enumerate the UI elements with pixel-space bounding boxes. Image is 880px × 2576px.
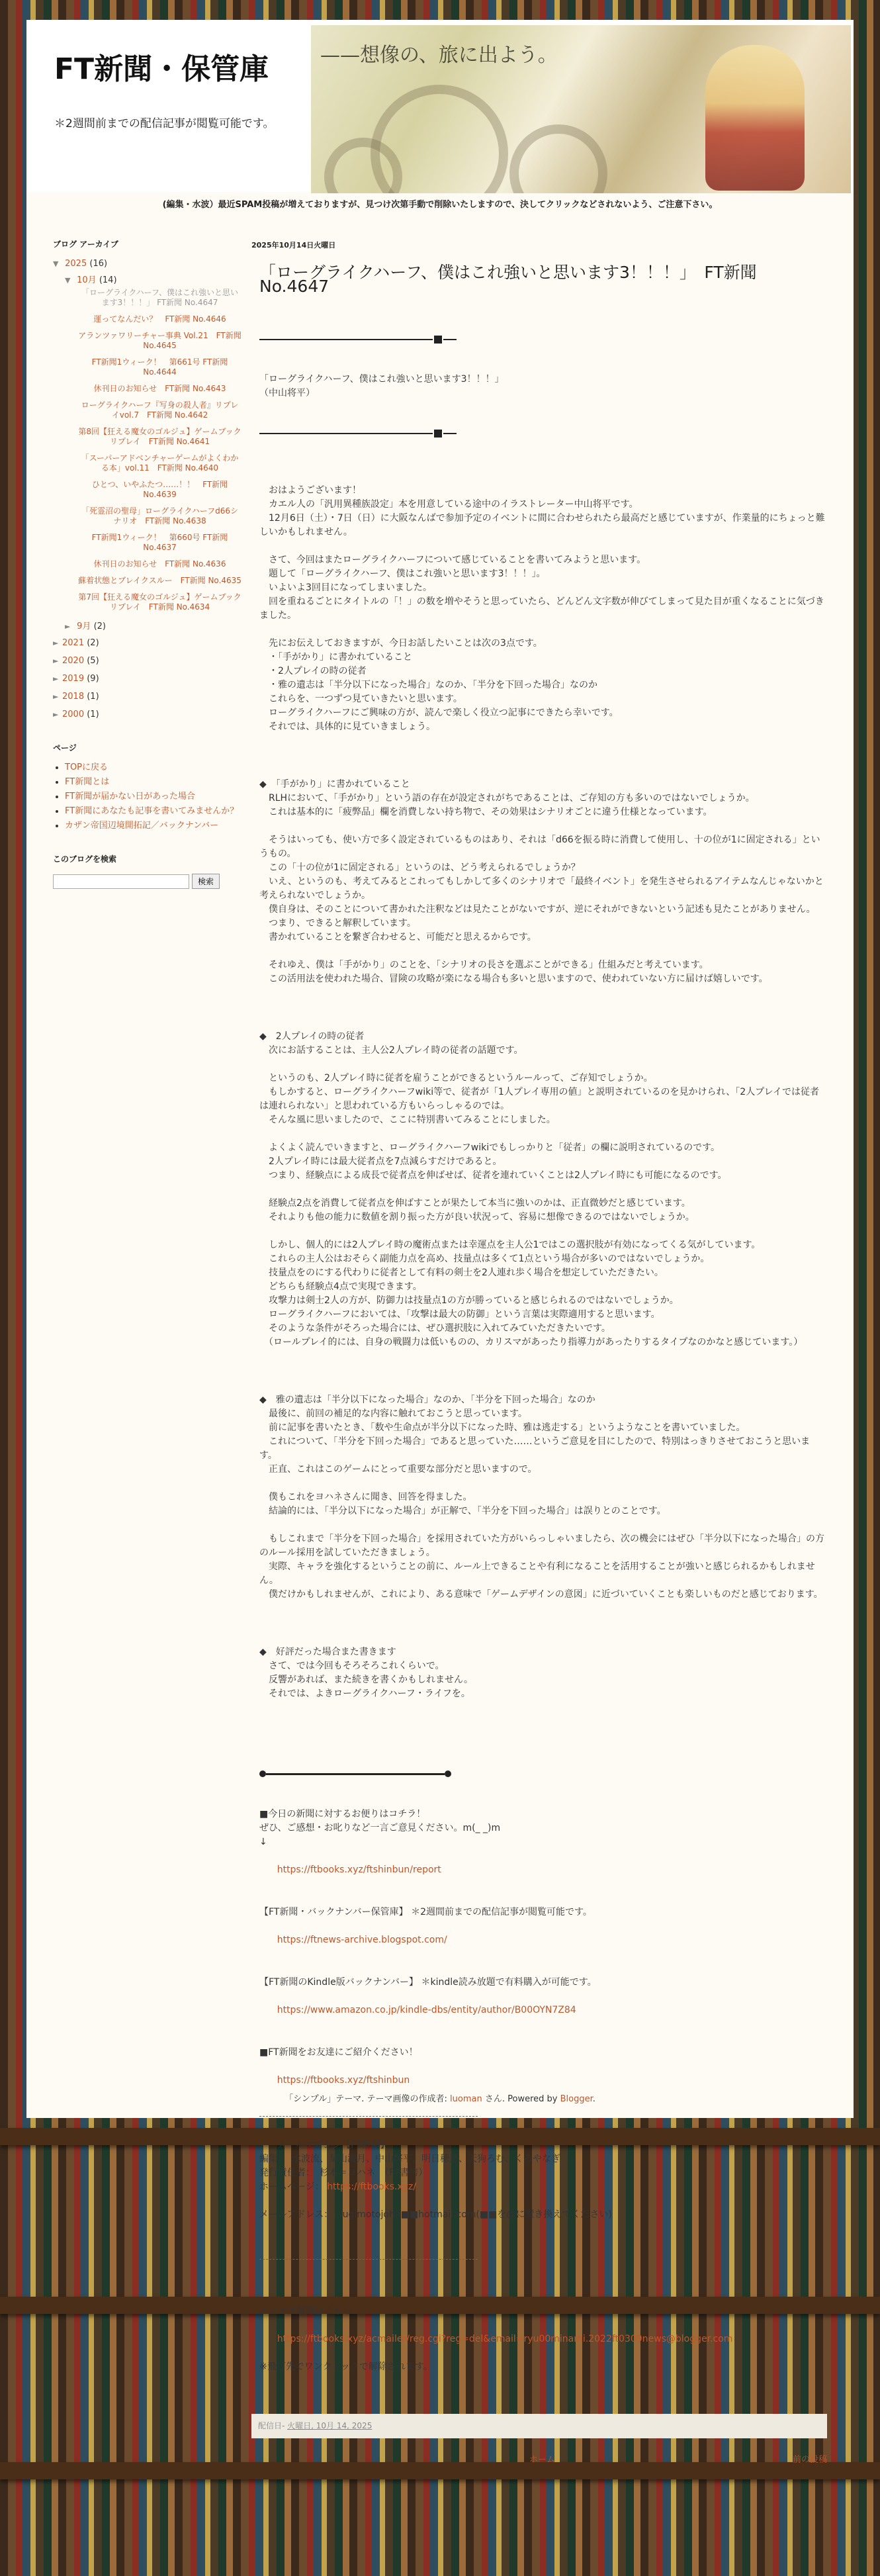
archive-year-link[interactable]: 2025 — [65, 259, 87, 269]
archive-year-list — [53, 638, 242, 719]
ornament-divider — [259, 430, 827, 437]
list-item — [78, 453, 242, 473]
posted-label: 配信日- — [258, 2421, 285, 2430]
archive-year-2025 — [53, 259, 242, 269]
archive-post-link[interactable]: 「スーパーアドベンチャーゲームがよくわかる本」vol.11 FT新聞 No.4640 — [81, 453, 239, 473]
share-promo-link[interactable]: https://ftbooks.xyz/ftshinbun — [277, 2075, 410, 2086]
list-item — [78, 288, 242, 308]
feedback-text: ■今日の新聞に対するお便りはコチラ！ ぜひ、ご感想・お叱りなど一言ご意見ください。m(_ _)m ↓ — [259, 1809, 501, 1847]
list-item — [65, 792, 242, 802]
archive-month-link[interactable]: 10月 — [77, 275, 97, 285]
homepage-link[interactable]: https://ftbooks.xyz/ — [327, 2182, 417, 2192]
share-promo-text: ■FT新聞をお友達にご紹介ください！ — [259, 2047, 418, 2058]
unsubscribe-note: ※飛び先でワンクリックで解除されます。 — [259, 2362, 433, 2372]
blogger-link[interactable]: Blogger — [560, 2094, 593, 2104]
list-item — [65, 777, 242, 787]
page-link-delivery[interactable]: FT新聞が届かない日があった場合 — [65, 792, 196, 802]
list-item — [78, 400, 242, 420]
ornament-divider — [259, 336, 827, 344]
list-item — [53, 656, 242, 666]
theme-attribution — [26, 2092, 854, 2104]
archive-promo-text: 【FT新聞・バックナンバー保管庫】 ＊2週間前までの配信記事が閲覧可能です。 — [259, 1907, 592, 1917]
blog-description: ＊2週間前までの配信記事が閲覧可能です。 — [54, 117, 275, 130]
post-section: ◆ 「手がかり」に書かれていること RLHにおいて、「手がかり」という語の存在が設定されがちであることは、ご存知の方も多いのではないでしょうか。 これは基本的に「疲弊品」欄を消費しない持ち物で、その効果はシナリオごとに違う仕様となっています。 そうはいっても、使い方で多く設定されているものはあり、それは「d66を振る時に消費して使用し、十の位が1に固定される」というもの。 この「十の位が1に固定される」というのは、どう考えられるでしょうか？ いえ、というのも、考えてみるとこれってもしかして多くのシナリオで「最終イベント」を発生させられるアイテムなんじゃないかと考えられないでしょうか。 僕自身は、そのことについて書かれた注釈などは見たことがないですが、逆にそれができないという記述も見たことがありません。 つまり、できると解釈しています。 書かれていることを繋ぎ合わせると、可能だと思えるからです。 それゆえ、僕は「手がかり」のことを、「シナリオの長さを選ぶことができる」仕組みだと考えています。 この活用法を使われた場合、冒険の攻略が楽になる場合も多いと思いますので、使われていない方に届けば嬉しいです。 — [259, 779, 824, 984]
sidebar — [53, 238, 242, 889]
post-section: ◆ 雅の遺志は「半分以下になった場合」なのか、「半分を下回った場合」なのか 最後に、前回の補足的な内容に触れておこうと思っています。 前に記事を書いたとき、「数や生命点が半分以下になった時、雅は逃走する」というようなことを書いていました。 これについて、「半分を下回った場合」であると思っていた……というご意見を目にしたので、特別はっきりさせておこうと思います。 正直、これはこのゲームにとって重要な部分だと思いますので。 僕もこれをヨハネさんに聞き、回答を得ました。 結論的には、「半分以下になった場合」が正解で、「半分を下回った場合」は誤りとのことです。 もしこれまで「半分を下回った場合」を採用されていた方がいらっしゃいましたら、次の機会にはぜひ「半分以下になった場合」の方のルール採用を試していただきましょう。 実際、キャラを強化するということの前に、ルール上できることや有利になることを活用することが強いと感じられるかもしれません。 僕だけかもしれませんが、これにより、ある意味で「ゲームデザインの意図」に近づいていくことも楽しいものだと感じております。 — [259, 1395, 824, 1600]
kindle-promo-link[interactable]: https://www.amazon.co.jp/kindle-dbs/entity/author/B00OYN7Z84 — [277, 2005, 576, 2015]
feedback-link[interactable]: https://ftbooks.xyz/ftshinbun/report — [277, 1864, 441, 1875]
header-image — [311, 25, 851, 193]
archive-year-link[interactable]: 2018 — [62, 692, 85, 702]
list-item — [65, 821, 242, 831]
expand-triangle-icon[interactable]: ► — [53, 710, 59, 719]
list-item — [53, 710, 242, 719]
expand-triangle-icon[interactable]: ► — [65, 622, 71, 631]
archive-post-link[interactable]: 休刊日のお知らせ FT新聞 No.4643 — [93, 384, 226, 393]
post-timestamp-link[interactable]: 火曜日, 10月 14, 2025 — [287, 2421, 373, 2430]
attribution-text: 「シンプル」テーマ. テーマ画像の作成者: — [285, 2094, 451, 2104]
blog-archive — [53, 259, 242, 719]
list-item — [78, 559, 242, 569]
archive-month-link[interactable]: 9月 — [77, 621, 91, 631]
search-heading: このブログを検索 — [53, 854, 117, 864]
mail-address: メールアドレス： sugimotojohn■■hotmail.com(■■を@に置き換えてください) — [259, 2209, 612, 2220]
pages-widget — [53, 742, 242, 831]
list-item — [78, 576, 242, 586]
list-item — [53, 674, 242, 684]
archive-month-sep — [65, 619, 242, 631]
page-link-backnumber[interactable]: カザン帝国辺境開拓記／バックナンバー — [65, 821, 219, 831]
archive-promo-link[interactable]: https://ftnews-archive.blogspot.com/ — [277, 1935, 447, 1945]
search-widget — [53, 853, 242, 889]
list-item — [53, 692, 242, 702]
archive-post-link[interactable]: ローグライクハーフ『写身の殺人者』リプレイvol.7 FT新聞 No.4642 — [81, 400, 239, 420]
archive-post-link[interactable]: 第7回【狂える魔女のゴルジュ】ゲームブックリプレイ FT新聞 No.4634 — [78, 592, 242, 612]
list-item — [78, 427, 242, 447]
list-item — [78, 480, 242, 500]
search-input[interactable] — [53, 874, 189, 889]
attribution-text: . — [592, 2094, 595, 2104]
list-item — [53, 638, 242, 648]
archive-year-link[interactable]: 2000 — [62, 710, 85, 719]
archive-post-link[interactable]: ひとつ、いやふたつ……！！ FT新聞 No.4639 — [91, 480, 228, 499]
expand-triangle-icon[interactable]: ► — [53, 657, 59, 665]
kindle-promo-text: 【FT新聞のKindle版バックナンバー】 ＊kindle読み放題で有料購入が可能です。 — [259, 1977, 597, 1988]
archive-post-link[interactable]: FT新聞1ウィーク！ 第660号 FT新聞 No.4637 — [91, 533, 228, 552]
expand-triangle-icon[interactable]: ► — [53, 639, 59, 647]
list-item — [65, 762, 242, 772]
archive-post-link[interactable]: 休刊日のお知らせ FT新聞 No.4636 — [93, 559, 226, 569]
archive-count: (2) — [87, 638, 99, 648]
unsubscribe-label: メルマガ解除はこちら — [259, 2306, 352, 2317]
list-item — [78, 357, 242, 377]
collapse-triangle-icon[interactable]: ▼ — [53, 259, 59, 268]
dashed-divider — [259, 2116, 478, 2117]
archive-post-link[interactable]: FT新聞1ウィーク！ 第661号 FT新聞 No.4644 — [91, 357, 228, 377]
archive-year-link[interactable]: 2019 — [62, 674, 85, 684]
blog-header — [26, 20, 854, 192]
pages-list — [53, 762, 242, 831]
archive-heading: ブログ アーカイブ — [53, 240, 118, 249]
archive-post-link[interactable]: 第8回【狂える魔女のゴルジュ】ゲームブックリプレイ FT新聞 No.4641 — [78, 427, 242, 446]
expand-triangle-icon[interactable]: ► — [53, 674, 59, 683]
post-section: ◆ 好評だった場合また書きます さて、では今回もそろそろこれくらいで。 反響があれば、また続きを書くかもしれません。 それでは、よきローグライクハーフ・ライフを。 — [259, 1647, 473, 1699]
pages-heading: ページ — [53, 743, 77, 753]
gear-decoration — [509, 124, 607, 193]
archive-post-link[interactable]: 蘇着状態とブレイクスルー FT新聞 No.4635 — [78, 576, 242, 585]
unsubscribe-link[interactable]: https://ftbooks.xyz/acmailer/reg.cgi?reg=del&email=ryu00minami.2022ft0309news@blogger.com — [277, 2334, 733, 2344]
archive-count: (1) — [87, 692, 99, 702]
header-tagline: ——想像の、旅に出よう。 — [320, 44, 558, 67]
post-footer — [251, 2414, 827, 2438]
expand-triangle-icon[interactable]: ► — [53, 692, 59, 701]
post-subtitle: 「ローグライクハーフ、僕はこれ強いと思います3！！！」 （中山将平） — [259, 374, 504, 398]
search-button[interactable]: 検索 — [192, 874, 220, 889]
page-link-contribute[interactable]: FT新聞にあなたも記事を書いてみませんか？ — [65, 806, 239, 816]
list-item — [78, 331, 242, 351]
blog-pager — [251, 2453, 827, 2473]
main-column — [251, 238, 827, 2473]
archive-year-link[interactable]: 2021 — [62, 638, 85, 648]
attribution-text: さん. Powered by — [482, 2094, 560, 2104]
spam-notice: (編集・水波）最近SPAM投稿が増えておりますが、見つけ次第手動で削除いたしますので、決してクリックなどされないよう、ご注意下さい。 — [162, 200, 718, 210]
post-title[interactable]: 「ローグライクハーフ、僕はこれ強いと思います3！！！」 FT新聞 No.4647 — [259, 263, 757, 296]
list-item — [78, 533, 242, 553]
ornament-divider — [259, 1771, 827, 1777]
list-item — [78, 506, 242, 526]
author-link[interactable]: luoman — [450, 2094, 482, 2104]
archive-post-link[interactable]: 運ってなんだい？ FT新聞 No.4646 — [93, 314, 226, 324]
list-item — [78, 592, 242, 612]
blog-container — [26, 20, 854, 2465]
archive-count: (14) — [99, 275, 117, 285]
archive-post-link[interactable]: 「ローグライクハーフ、僕はこれ強いと思います3！！！」 FT新聞 No.4647 — [81, 288, 239, 307]
archive-year-link[interactable]: 2020 — [62, 656, 85, 666]
archive-count: (9) — [87, 674, 99, 684]
archive-count: (16) — [89, 259, 108, 269]
collapse-triangle-icon[interactable]: ▼ — [65, 276, 71, 285]
archive-count: (1) — [87, 710, 99, 719]
page-link-top[interactable]: TOPに戻る — [65, 762, 109, 772]
archive-post-link[interactable]: 「死霊沼の聖母」ローグライクハーフd66シナリオ FT新聞 No.4638 — [81, 506, 238, 526]
post-body — [251, 308, 827, 2402]
list-item — [65, 806, 242, 816]
illustration-figure — [705, 45, 805, 191]
archive-count: (2) — [93, 621, 106, 631]
list-item — [78, 384, 242, 394]
dashed-divider — [259, 2259, 478, 2260]
post-section: ◆ 2人プレイの時の従者 次にお話することは、主人公2人プレイ時の従者の話題です。 というのも、2人プレイ時に従者を雇うことができるというルールって、ご存知でしょうか。 もしかすると、ローグライクハーフwiki等で、従者が「1人プレイ専用の値」と説明されているのを見かけられ、「2人プレイでは従者は連れられない」と思われている方もいらっしゃるのでは。 そんな風に思いましたので、ここに特別書いてみることにしました。 よくよく読んでいきますと、ローグライクハーフwikiでもしっかりと「従者」の欄に説明されているのです。 2人プレイ時には最大従者点を7点減らすだけであると。 つまり、経験点による成長で従者点を伸ばせば、従者を連れていくことは2人プレイ時にも可能になるのです。 経験点2点を消費して従者点を伸ばすことが果たして本当に強いのかは、正直微妙だと感じています。 それよりも他の能力に数値を割り振った方が良い状況って、容易に想像できるのではないでしょうか。 しかし、個人的には2人プレイ時の魔術点または幸運点を主人公1ではこの選択肢が有効になってくる気がしています。 これらの主人公はおそらく副能力点を高め、技量点は多くて1点という場合が多いのではないでしょうか。 技量点をのにする代わりに従者として有料の剣士を2人連れ歩く場合を想定していただきたい。 どちらも経験点4点で実現できます。 攻撃力は剣士2人の方が、防御力は技量点1の方が勝っていると感じられるのではないでしょうか。 ローグライクハーフにおいては、「攻撃は最大の防御」という言葉は実際適用すると思います。 そのような条件がそろった場合には、ぜひ選択肢に入れてみていただきたいです。 （ロールプレイ的には、自身の戦闘力は低いものの、カリスマがあったり指導力があったりするタイプなのかなと感じています。） — [259, 1031, 819, 1348]
older-post-link[interactable]: 前の投稿 — [792, 2455, 827, 2465]
post-date-header: 2025年10月14日火曜日 — [251, 241, 336, 250]
archive-post-link[interactable]: アランツァワリーチャー事典 Vol.21 FT新聞 No.4645 — [78, 331, 242, 350]
list-item — [78, 314, 242, 324]
magazine-info: メールマガジン【FT新聞】 編集： 水波流、葉山海月、中山将平、明日穂慧、天狗ろむ、くろやなぎ 発行責任者： 杉本＝ヨハネ （FT書房） ホームページ： — [259, 2140, 560, 2192]
archive-count: (5) — [87, 656, 99, 666]
home-link[interactable]: ホーム — [529, 2455, 556, 2465]
archive-post-list — [78, 288, 242, 612]
page-link-about[interactable]: FT新聞とは — [65, 777, 110, 787]
search-row — [53, 874, 242, 889]
archive-month-oct — [65, 273, 242, 285]
post-paragraph: おはようございます！ カエル人の「汎用異種族設定」本を用意している途中のイラストレーター中山将平です。 12月6日（土）・7日（日）に大阪なんばで参加予定のイベントに間に合わせられたら最高だと感じていますが、作業量的にちょっと難しいかもしれません。 さて、今回はまたローグライクハーフについて感じていることを書いてみようと思います。 題して「ローグライクハーフ、僕はこれ強いと思います3！！！」。 いよいよ3回目になってしまいました。 回を重ねるごとにタイトルの「！」の数を増やそうと思っていたら、どんどん文字数が伸びてしまって見た目が重くなることに気づきました。 先にお伝えしておきますが、今日お話したいことは次の3点です。 ・「手がかり」に書かれていること ・2人プレイの時の従者 ・雅の遺志は「半分以下になった場合」なのか、「半分を下回った場合」なのか これらを、一つずつ見ていきたいと思います。 ローグライクハーフにご興味の方が、読んで楽しく役立つ記事にできたら幸いです。 それでは、具体的に見ていきましょう。 — [259, 485, 825, 732]
blog-title[interactable]: FT新聞・保管庫 — [54, 52, 269, 86]
